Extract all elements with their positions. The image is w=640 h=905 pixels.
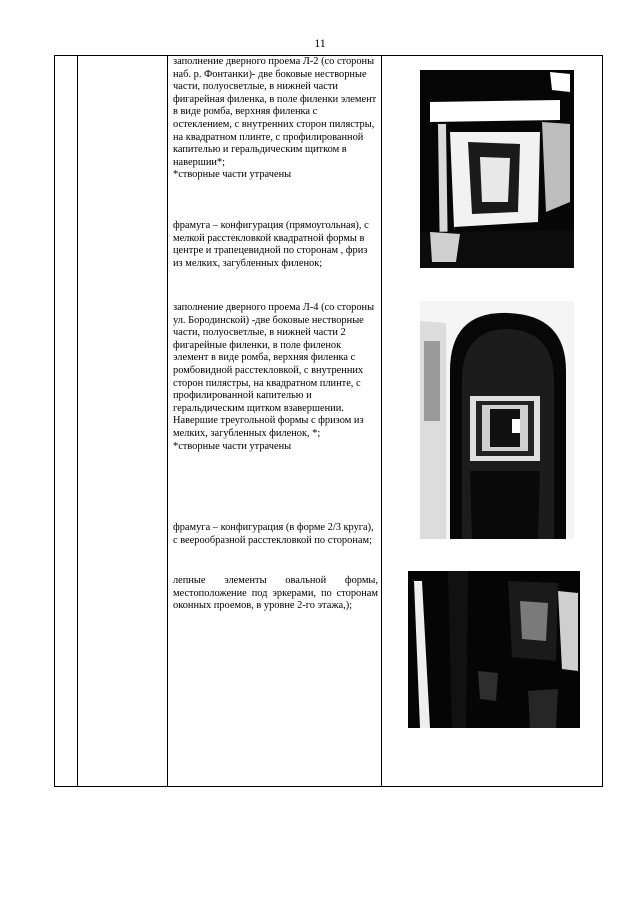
column-divider	[381, 56, 382, 786]
entry-note: *створные части утрачены	[173, 169, 292, 181]
entry-transom-1	[173, 220, 378, 270]
entry-door-l2	[173, 56, 378, 182]
entry-note: *створные части утрачены	[173, 440, 292, 452]
column-divider	[77, 56, 78, 786]
column-divider	[167, 56, 168, 786]
entry-description: фрамуга – конфигурация (прямоугольная), с мелкой расстекловкой квадратной формы в центре и трапецевидной по сторонам , фриз из мелких, загубленных филенок;	[173, 220, 369, 269]
door-opening-photo-1	[420, 62, 574, 268]
entry-description: лепные элементы овальной формы, местоположение под эркерами, по сторонам оконных проемов, в уровне 2-го этажа,);	[173, 575, 378, 612]
entry-transom-2	[173, 522, 378, 547]
entry-description: фрамуга – конфигурация (в форме 2/3 круга), с веерообразной расстекловкой по сторонам;	[173, 522, 374, 546]
entry-molding	[173, 575, 378, 613]
entry-description: заполнение дверного проема Л-4 (со стороны ул. Бородинской) -две боковые нестворные части, полуосветлые, в нижней части 2 фигарейные филенки, в поле филенок элемент в виде ромба, верхняя филенка с ромбовидной расстекловкой, с внутренних сторон пилястры, на квадратном плинте, с профилированной капителью и геральдическим щитком взавершении. Навершие треугольной формы с фризом из мелких, загубленных филенок, *;	[173, 302, 375, 439]
document-table	[54, 55, 603, 787]
molding-photo-3	[408, 571, 580, 728]
door-opening-photo-2	[420, 301, 574, 539]
entry-door-l4	[173, 302, 378, 453]
entry-description: заполнение дверного проема Л-2 (со стороны наб. р. Фонтанки)- две боковые нестворные части, полуосветлые, в нижней части фигарейная филенка, в поле филенки элемент в виде ромба, верхняя филенка с остеклением, с внутренних сторон пилястры, на квадратном плинте, с профилированной капителью и геральдическим щитком в навершии*;	[173, 56, 377, 168]
page-number: 11	[314, 36, 326, 50]
